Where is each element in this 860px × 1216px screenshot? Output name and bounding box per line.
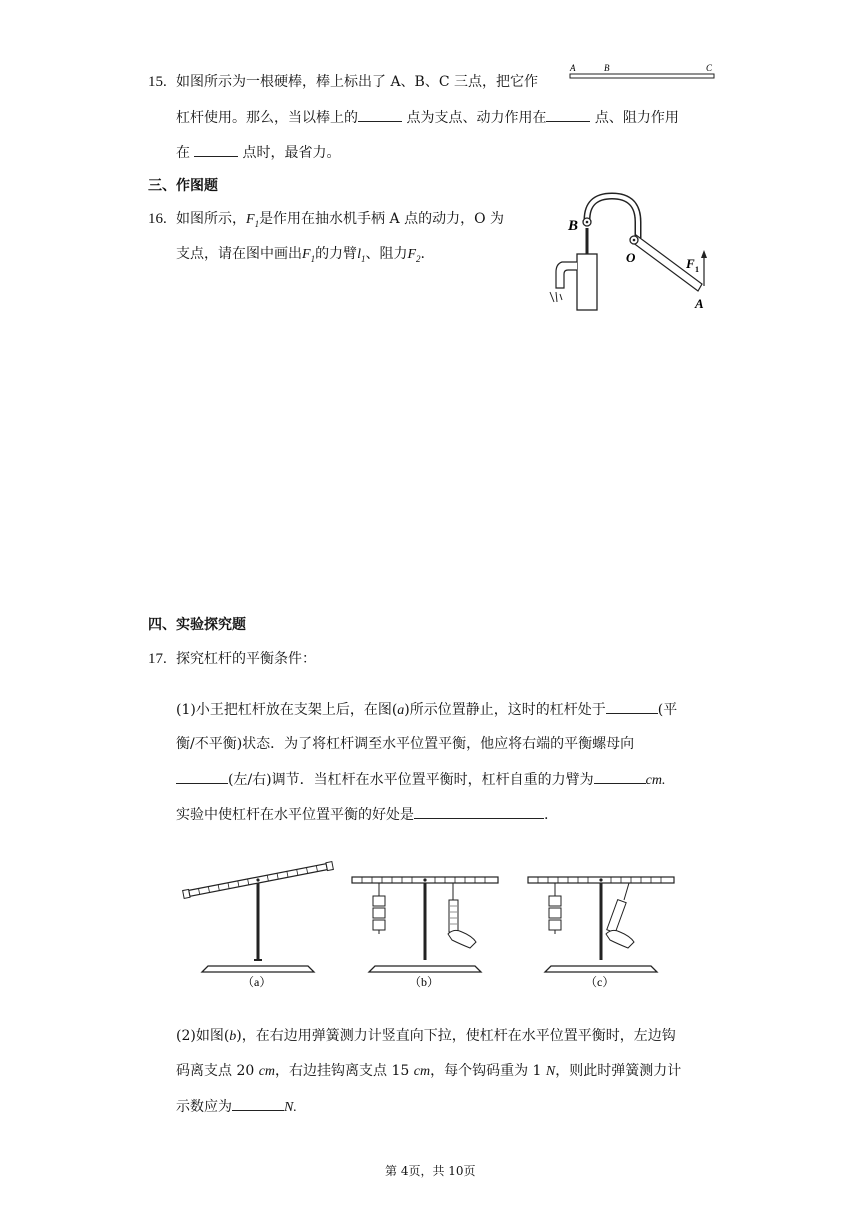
q16-text: . [420, 246, 425, 262]
q17-p2-line-3 [176, 1096, 297, 1118]
q17-text: )，在右边用弹簧测力计竖直向下拉，使杠杆在水平位置平衡时，左边钩 [236, 1028, 676, 1044]
q15-blank-fulcrum[interactable] [358, 107, 402, 122]
force-f1-arrowhead [701, 250, 707, 258]
lever-figure-a [183, 862, 334, 989]
q17-text: . [544, 807, 549, 823]
section-title-4: 四、实验探究题 [148, 617, 246, 633]
question-number-16: 16. [148, 211, 167, 227]
question-number-15: 15. [148, 74, 167, 90]
q17-p2-line-1 [176, 1026, 676, 1047]
symbol-subscript: 2 [416, 253, 421, 264]
q17-p1-line-4 [176, 804, 548, 825]
q17-blank-direction[interactable] [176, 769, 228, 784]
symbol-letter: F [246, 212, 255, 227]
symbol-letter: F [407, 247, 417, 262]
page-footer: 第 4页，共 10页 [385, 1164, 476, 1178]
q17-text: (平 [657, 702, 678, 718]
q17-text: )所示位置静止，这时的杠杆处于 [404, 702, 606, 718]
unit-n: N [545, 1064, 556, 1079]
q17-p1-line-1 [176, 699, 677, 721]
q16-text: 支点，请在图中画出 [176, 246, 302, 262]
q15-text: 点为支点、动力作用在 [406, 110, 547, 126]
q15-text: 在 [176, 145, 190, 161]
label-o: O [626, 250, 636, 265]
q16-text: 如图所示， [176, 211, 246, 227]
lever-figure-c [528, 877, 674, 989]
q17-text: 实验中使杠杆在水平位置平衡的好处是 [176, 807, 414, 823]
q15-line-3 [176, 142, 340, 163]
symbol-subscript: 1 [360, 253, 366, 264]
q17-text: 码离支点 20 [176, 1063, 255, 1079]
pivot-b-dot [586, 221, 589, 224]
q16-line-2 [176, 244, 425, 269]
unit-cm: cm [413, 1064, 431, 1079]
section-title-3: 三、作图题 [148, 178, 218, 194]
symbol-f2 [407, 247, 420, 262]
q16-text: 、阻力 [365, 246, 408, 262]
label-b: B [568, 218, 579, 234]
rod-label-c: C [706, 63, 713, 73]
label-a: A [695, 296, 704, 311]
q17-blank-benefit[interactable] [414, 804, 544, 819]
rod-figure [566, 62, 718, 84]
symbol-f1 [246, 212, 259, 227]
unit-cm: cm [258, 1064, 276, 1079]
q16-text: 是作用在抽水机手柄 A 点的动力，O 为 [259, 211, 505, 227]
lever-figure-b [352, 877, 498, 989]
q15-line-2 [176, 107, 679, 128]
caption-a: （a） [242, 975, 272, 989]
rod-label-a: A [570, 63, 576, 73]
label-f1: F [686, 256, 695, 271]
label-f1-subscript: 1 [695, 265, 699, 274]
q17-text: (左/右)调节．当杠杆在水平位置平衡时，杠杆自重的力臂为 [228, 772, 594, 788]
q17-p1-line-2: 衡/不平衡)状态．为了将杠杆调至水平位置平衡，他应将右端的平衡螺母向 [176, 736, 635, 752]
q17-text: ，每个钩码重为 1 [430, 1063, 542, 1079]
q15-text: 杠杆使用。那么，当以棒上的 [176, 110, 358, 126]
pump-figure [540, 192, 720, 314]
var-b: b [229, 1029, 237, 1044]
unit-n: N. [284, 1100, 297, 1115]
symbol-subscript: 1 [254, 218, 260, 229]
question-number-17: 17. [148, 651, 167, 667]
q16-text: 的力臂 [315, 246, 358, 262]
var-a: a [397, 703, 405, 718]
q15-text: 点、阻力作用 [594, 110, 679, 126]
unit-cm: cm. [645, 773, 666, 788]
q17-blank-reading[interactable] [232, 1096, 284, 1111]
q17-blank-state[interactable] [606, 699, 658, 714]
q17-text: 示数应为 [176, 1099, 232, 1115]
q15-line-1: 如图所示为一根硬棒，棒上标出了 A、B、C 三点，把它作 [176, 74, 539, 90]
q17-text: ，则此时弹簧测力计 [555, 1063, 682, 1079]
rod-label-b: B [604, 63, 610, 73]
q16-line-1 [176, 209, 504, 234]
q17-stem: 探究杠杆的平衡条件： [176, 651, 316, 667]
q17-p2-line-2 [176, 1061, 681, 1082]
symbol-f1 [302, 247, 315, 262]
q17-p1-line-3 [176, 769, 665, 791]
q15-text: 点时，最省力。 [242, 145, 341, 161]
q17-text: (1)小王把杠杆放在支架上后，在图( [176, 702, 398, 718]
q15-blank-effort[interactable] [546, 107, 590, 122]
symbol-letter: l [357, 247, 361, 262]
q15-blank-load[interactable] [194, 142, 238, 157]
q17-text: ，右边挂钩离支点 15 [275, 1063, 410, 1079]
caption-c: （c） [585, 975, 615, 989]
symbol-letter: F [302, 247, 311, 262]
q17-blank-arm[interactable] [594, 769, 646, 784]
caption-b: （b） [409, 975, 440, 989]
lever-figures [176, 858, 696, 994]
q17-text: (2)如图( [176, 1028, 230, 1044]
symbol-subscript: 1 [310, 253, 316, 264]
pivot-o-dot [633, 239, 636, 242]
